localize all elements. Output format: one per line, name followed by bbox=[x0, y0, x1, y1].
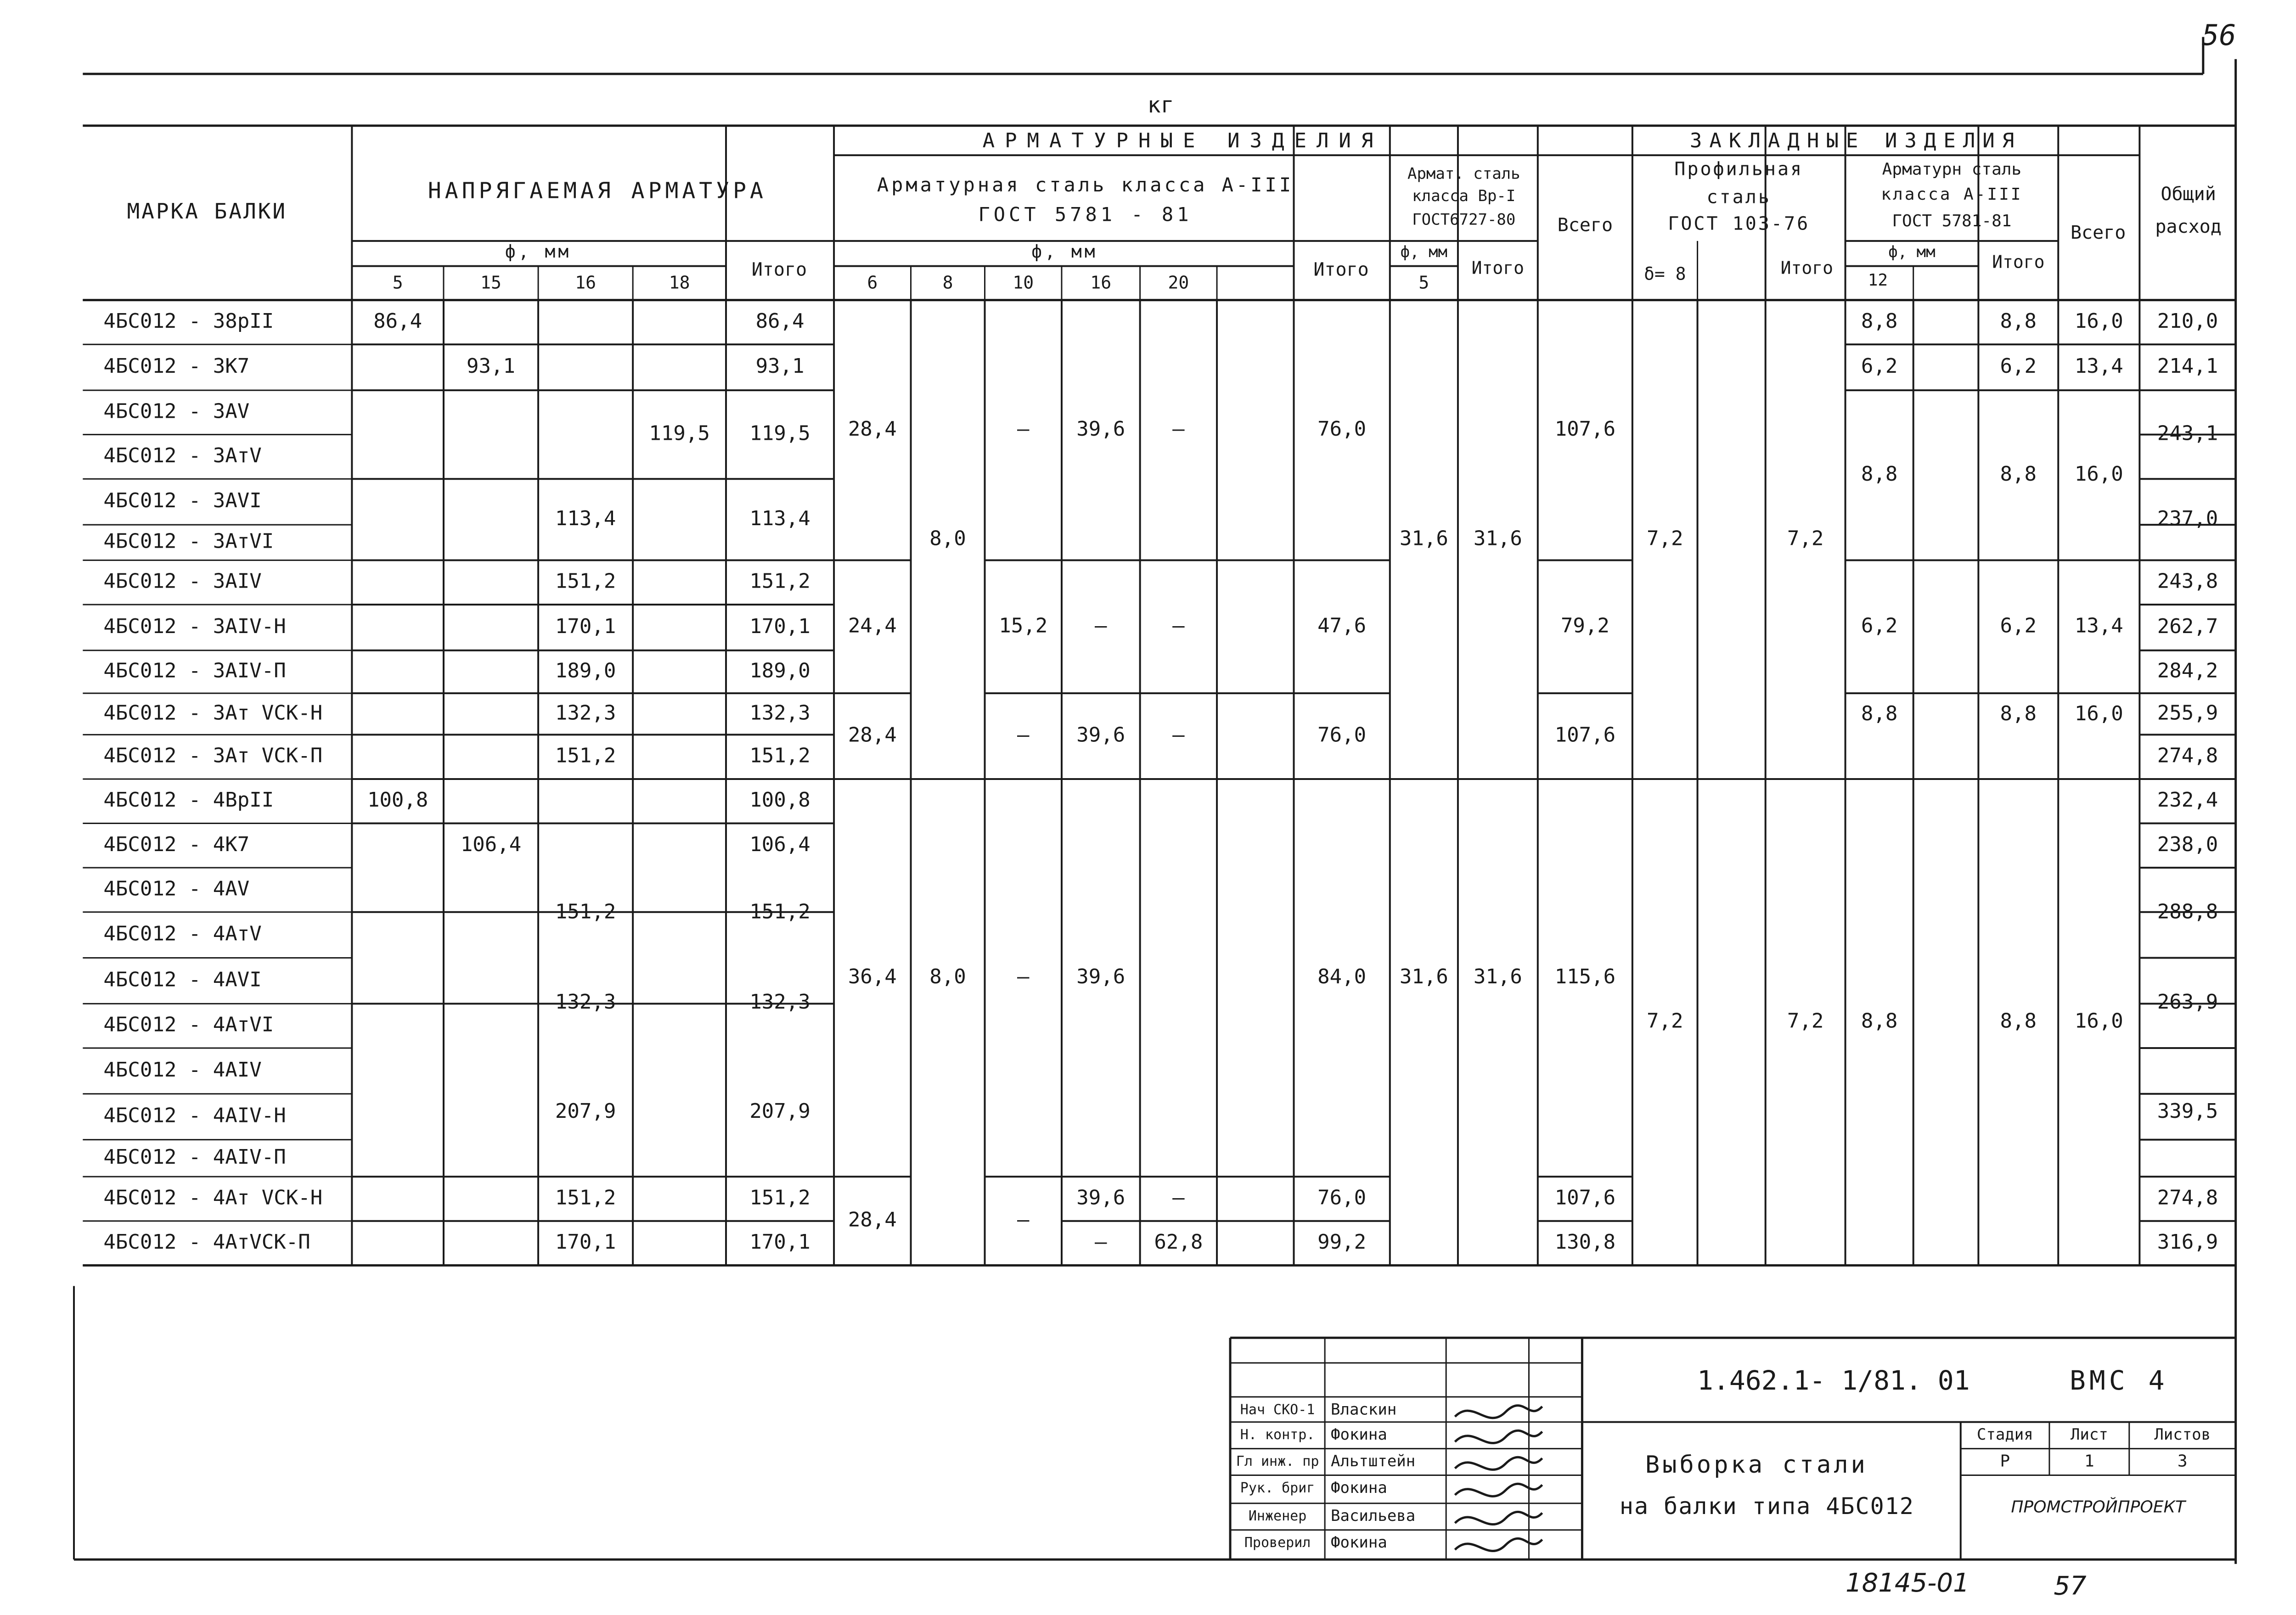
cell-value: 100,8 bbox=[749, 788, 810, 812]
row-mark: 4БС012 - 4АVI bbox=[103, 968, 262, 992]
row-mark: 4БС012 - 4ВрII bbox=[103, 788, 274, 812]
header-vsego: Всего bbox=[2070, 222, 2126, 243]
cell-value: 100,8 bbox=[367, 788, 428, 812]
row-mark: 4БС012 - 4АтV bbox=[103, 922, 262, 946]
row-mark: 4БС012 - 4АтVСК-П bbox=[103, 1230, 310, 1254]
cell-value: — bbox=[1172, 1186, 1185, 1210]
cell-value: 106,4 bbox=[460, 832, 522, 856]
cell-value: — bbox=[1095, 1230, 1107, 1254]
cell-value: 237,0 bbox=[2157, 506, 2218, 530]
doc-code: ВМС 4 bbox=[2069, 1364, 2168, 1396]
row-mark: 4БС012 - 38рII bbox=[103, 309, 274, 333]
header-wire: Армат. сталь bbox=[1407, 164, 1520, 183]
header-col-label: 16 bbox=[1090, 272, 1112, 293]
header-itogo: Итого bbox=[1992, 252, 2045, 272]
header-total: Общий bbox=[2161, 184, 2216, 205]
cell-value: 31,6 bbox=[1473, 965, 1522, 989]
cell-value: 132,3 bbox=[749, 701, 810, 725]
cell-value: 24,4 bbox=[848, 614, 897, 638]
cell-value: 339,5 bbox=[2157, 1099, 2218, 1123]
stamp-name: Фокина bbox=[1331, 1479, 1387, 1497]
header-col-label: 10 bbox=[1013, 272, 1034, 293]
cell-value: 36,4 bbox=[848, 965, 897, 989]
cell-value: 6,2 bbox=[2000, 614, 2037, 638]
cell-value: 6,2 bbox=[2000, 354, 2037, 378]
stamp-role: Нач СКО-1 bbox=[1240, 1402, 1315, 1418]
cell-value: 274,8 bbox=[2157, 1186, 2218, 1210]
cell-value: 39,6 bbox=[1076, 965, 1125, 989]
cell-value: 107,6 bbox=[1554, 723, 1616, 747]
stamp-name: Фокина bbox=[1331, 1533, 1387, 1552]
stamp-name: Альтштейн bbox=[1331, 1452, 1416, 1471]
row-mark: 4БС012 - 4К7 bbox=[103, 832, 250, 856]
unit-label: кг bbox=[1147, 92, 1174, 118]
cell-value: 106,4 bbox=[749, 832, 810, 856]
cell-value: 130,8 bbox=[1554, 1230, 1616, 1254]
cell-value: 132,3 bbox=[749, 990, 810, 1014]
cell-value: 6,2 bbox=[1861, 614, 1898, 638]
stamp-sheets-label: Листов bbox=[2154, 1425, 2211, 1444]
cell-value: 316,9 bbox=[2157, 1230, 2218, 1254]
cell-value: 7,2 bbox=[1787, 1009, 1824, 1033]
cell-value: 151,2 bbox=[555, 900, 616, 924]
header-wire: класса Вр-I bbox=[1412, 186, 1516, 205]
cell-value: 13,4 bbox=[2074, 614, 2123, 638]
cell-value: 189,0 bbox=[555, 659, 616, 683]
cell-value: 170,1 bbox=[749, 614, 810, 638]
cell-value: 151,2 bbox=[749, 744, 810, 768]
cell-value: 151,2 bbox=[749, 1186, 810, 1210]
cell-value: 6,2 bbox=[1861, 354, 1898, 378]
header-profile: сталь bbox=[1706, 186, 1771, 208]
cell-value: 170,1 bbox=[749, 1230, 810, 1254]
header-profile: ГОСТ 103-76 bbox=[1668, 213, 1810, 235]
cell-value: — bbox=[1017, 723, 1030, 747]
header-col-label: 12 bbox=[1868, 270, 1888, 290]
cell-value: — bbox=[1017, 417, 1030, 441]
page-number: 56 bbox=[2202, 18, 2236, 52]
stamp-stage-label: Стадия bbox=[1976, 1425, 2033, 1444]
stamp-name: Васильева bbox=[1331, 1507, 1416, 1525]
cell-value: 207,9 bbox=[749, 1099, 810, 1123]
stamp-sheets: 3 bbox=[2177, 1452, 2188, 1471]
row-mark: 4БС012 - 3АIV-Н bbox=[103, 614, 286, 638]
row-mark: 4БС012 - 3АIV bbox=[103, 569, 262, 593]
cell-value: 8,8 bbox=[1861, 462, 1898, 486]
cell-value: 99,2 bbox=[1317, 1230, 1367, 1254]
header-itogo: Итого bbox=[1313, 259, 1369, 280]
cell-value: 151,2 bbox=[555, 569, 616, 593]
cell-value: 28,4 bbox=[848, 417, 897, 441]
row-mark: 4БС012 - 4АIV bbox=[103, 1058, 262, 1082]
cell-value: 288,8 bbox=[2157, 900, 2218, 924]
header-embedded: ЗАКЛАДНЫЕ ИЗДЕЛИЯ bbox=[1689, 129, 2022, 153]
cell-value: 79,2 bbox=[1560, 614, 1609, 638]
header-rebar-products: АРМАТУРНЫЕ ИЗДЕЛИЯ bbox=[982, 129, 1384, 153]
cell-value: 7,2 bbox=[1787, 527, 1824, 550]
cell-value: 274,8 bbox=[2157, 744, 2218, 768]
header-emb-rebar: Арматурн сталь bbox=[1882, 160, 2022, 179]
cell-value: 107,6 bbox=[1554, 1186, 1616, 1210]
stamp-name: Фокина bbox=[1331, 1425, 1387, 1444]
row-mark: 4БС012 - 3АIV-П bbox=[103, 659, 286, 683]
row-mark: 4БС012 - 3Ат VСК-Н bbox=[103, 701, 323, 725]
header-delta: δ= 8 bbox=[1643, 264, 1686, 284]
cell-value: 214,1 bbox=[2157, 354, 2218, 378]
cell-value: 39,6 bbox=[1076, 723, 1125, 747]
header-phi: ф, мм bbox=[1031, 241, 1098, 262]
header-rebar-a3: Арматурная сталь класса А-III bbox=[877, 174, 1294, 196]
cell-value: 170,1 bbox=[555, 614, 616, 638]
cell-value: 31,6 bbox=[1473, 527, 1522, 550]
cell-value: 8,8 bbox=[2000, 701, 2037, 725]
header-phi: ф, мм bbox=[1888, 243, 1936, 262]
cell-value: 151,2 bbox=[555, 744, 616, 768]
cell-value: 119,5 bbox=[749, 421, 810, 445]
cell-value: 113,4 bbox=[555, 506, 616, 530]
cell-value: 8,8 bbox=[1861, 701, 1898, 725]
cell-value: 16,0 bbox=[2074, 309, 2123, 333]
cell-value: 207,9 bbox=[555, 1099, 616, 1123]
cell-value: 86,4 bbox=[755, 309, 805, 333]
header-rebar-gost: ГОСТ 5781 - 81 bbox=[978, 203, 1193, 226]
header-itogo: Итого bbox=[1471, 258, 1525, 278]
cell-value: 232,4 bbox=[2157, 788, 2218, 812]
cell-value: 39,6 bbox=[1076, 417, 1125, 441]
cell-value: 62,8 bbox=[1154, 1230, 1203, 1254]
cell-value: 119,5 bbox=[649, 421, 710, 445]
cell-value: 132,3 bbox=[555, 990, 616, 1014]
cell-value: — bbox=[1017, 965, 1030, 989]
cell-value: 16,0 bbox=[2074, 462, 2123, 486]
cell-value: 243,1 bbox=[2157, 421, 2218, 445]
row-mark: 4БС012 - 3АVI bbox=[103, 489, 262, 513]
stamp-role: Проверил bbox=[1244, 1535, 1311, 1551]
header-phi: ф, мм bbox=[1400, 243, 1448, 262]
stamp-stage: Р bbox=[2000, 1452, 2010, 1471]
cell-value: 47,6 bbox=[1317, 614, 1367, 638]
cell-value: 243,8 bbox=[2157, 569, 2218, 593]
cell-value: 7,2 bbox=[1646, 527, 1683, 550]
header-col-label: 18 bbox=[669, 272, 690, 293]
cell-value: — bbox=[1172, 614, 1185, 638]
header-vsego: Всего bbox=[1557, 214, 1613, 236]
stamp-name: Власкин bbox=[1331, 1400, 1397, 1419]
cell-value: — bbox=[1095, 614, 1107, 638]
row-mark: 4БС012 - 3К7 bbox=[103, 354, 250, 378]
cell-value: 39,6 bbox=[1076, 1186, 1125, 1210]
cell-value: 238,0 bbox=[2157, 832, 2218, 856]
row-mark: 4БС012 - 4Ат VСК-Н bbox=[103, 1186, 323, 1210]
cell-value: 16,0 bbox=[2074, 701, 2123, 725]
cell-value: 263,9 bbox=[2157, 990, 2218, 1014]
header-emb-rebar: класса А-III bbox=[1881, 185, 2023, 204]
cell-value: 28,4 bbox=[848, 723, 897, 747]
row-mark: 4БС012 - 4АIV-Н bbox=[103, 1104, 286, 1127]
cell-value: 13,4 bbox=[2074, 354, 2123, 378]
cell-value: 132,3 bbox=[555, 701, 616, 725]
doc-number: 1.462.1- 1/81. 01 bbox=[1697, 1364, 1970, 1396]
cell-value: 76,0 bbox=[1317, 1186, 1367, 1210]
stamp-org: ПРОМСТРОЙПРОЕКТ bbox=[2011, 1497, 2186, 1517]
stamp-role: Рук. бриг bbox=[1240, 1480, 1315, 1497]
cell-value: 170,1 bbox=[555, 1230, 616, 1254]
cell-value: 8,8 bbox=[1861, 309, 1898, 333]
cell-value: 8,8 bbox=[2000, 1009, 2037, 1033]
cell-value: 16,0 bbox=[2074, 1009, 2123, 1033]
cell-value: — bbox=[1172, 417, 1185, 441]
cell-value: 107,6 bbox=[1554, 417, 1616, 441]
cell-value: 8,8 bbox=[2000, 462, 2037, 486]
cell-value: 189,0 bbox=[749, 659, 810, 683]
header-col-label: 8 bbox=[942, 272, 953, 293]
header-mark: МАРКА БАЛКИ bbox=[127, 199, 287, 224]
row-mark: 4БС012 - 3Ат VСК-П bbox=[103, 744, 323, 768]
cell-value: 28,4 bbox=[848, 1208, 897, 1232]
header-col-label: 5 bbox=[1418, 272, 1429, 293]
cell-value: 113,4 bbox=[749, 506, 810, 530]
cell-value: 76,0 bbox=[1317, 417, 1367, 441]
row-mark: 4БС012 - 3АтV bbox=[103, 443, 262, 467]
header-col-label: 5 bbox=[392, 272, 403, 293]
cell-value: 15,2 bbox=[999, 614, 1048, 638]
cell-value: 210,0 bbox=[2157, 309, 2218, 333]
cell-value: 31,6 bbox=[1399, 527, 1448, 550]
cell-value: 151,2 bbox=[749, 569, 810, 593]
cell-value: 7,2 bbox=[1646, 1009, 1683, 1033]
doc-title: на балки типа 4БС012 bbox=[1619, 1492, 1914, 1520]
header-col-label: 16 bbox=[575, 272, 597, 293]
cell-value: 151,2 bbox=[749, 900, 810, 924]
header-col-label: 20 bbox=[1168, 272, 1189, 293]
cell-value: 151,2 bbox=[555, 1186, 616, 1210]
cell-value: — bbox=[1172, 723, 1185, 747]
cell-value: 84,0 bbox=[1317, 965, 1367, 989]
cell-value: 255,9 bbox=[2157, 701, 2218, 725]
cell-value: 8,0 bbox=[929, 965, 966, 989]
cell-value: 8,0 bbox=[929, 527, 966, 550]
cell-value: 93,1 bbox=[755, 354, 805, 378]
doc-title: Выборка стали bbox=[1645, 1451, 1868, 1479]
header-profile: Профильная bbox=[1674, 158, 1804, 180]
stamp-sheet: 1 bbox=[2084, 1452, 2094, 1471]
row-mark: 4БС012 - 4АIV-П bbox=[103, 1145, 286, 1169]
cell-value: 86,4 bbox=[373, 309, 422, 333]
cell-value: 31,6 bbox=[1399, 965, 1448, 989]
cell-value: 93,1 bbox=[467, 354, 516, 378]
cell-value: 8,8 bbox=[1861, 1009, 1898, 1033]
header-itogo: Итого bbox=[1780, 258, 1834, 278]
header-col-label: 6 bbox=[867, 272, 878, 293]
row-mark: 4БС012 - 4АV bbox=[103, 877, 250, 901]
row-mark: 4БС012 - 3АV bbox=[103, 399, 250, 423]
header-itogo: Итого bbox=[751, 259, 807, 280]
cell-value: 8,8 bbox=[2000, 309, 2037, 333]
cell-value: 115,6 bbox=[1554, 965, 1616, 989]
cell-value: — bbox=[1017, 1208, 1030, 1232]
header-emb-rebar: ГОСТ 5781-81 bbox=[1892, 212, 2012, 230]
header-phi: ф, мм bbox=[505, 241, 572, 262]
footer-page: 57 bbox=[2054, 1571, 2087, 1601]
header-col-label: 15 bbox=[480, 272, 501, 293]
cell-value: 76,0 bbox=[1317, 723, 1367, 747]
stamp-role: Гл инж. пр bbox=[1236, 1453, 1319, 1470]
header-total: расход bbox=[2155, 216, 2222, 237]
header-prestressed: НАПРЯГАЕМАЯ АРМАТУРА bbox=[428, 178, 767, 204]
stamp-sheet-label: Лист bbox=[2070, 1425, 2108, 1444]
row-mark: 4БС012 - 3АтVI bbox=[103, 529, 274, 553]
stamp-role: Инженер bbox=[1248, 1508, 1307, 1525]
stamp-role: Н. контр. bbox=[1240, 1427, 1315, 1443]
row-mark: 4БС012 - 4АтVI bbox=[103, 1013, 274, 1037]
header-wire: ГОСТ6727-80 bbox=[1412, 210, 1516, 229]
cell-value: 262,7 bbox=[2157, 614, 2218, 638]
footer-note: 18145-01 bbox=[1845, 1568, 1970, 1598]
cell-value: 284,2 bbox=[2157, 659, 2218, 683]
